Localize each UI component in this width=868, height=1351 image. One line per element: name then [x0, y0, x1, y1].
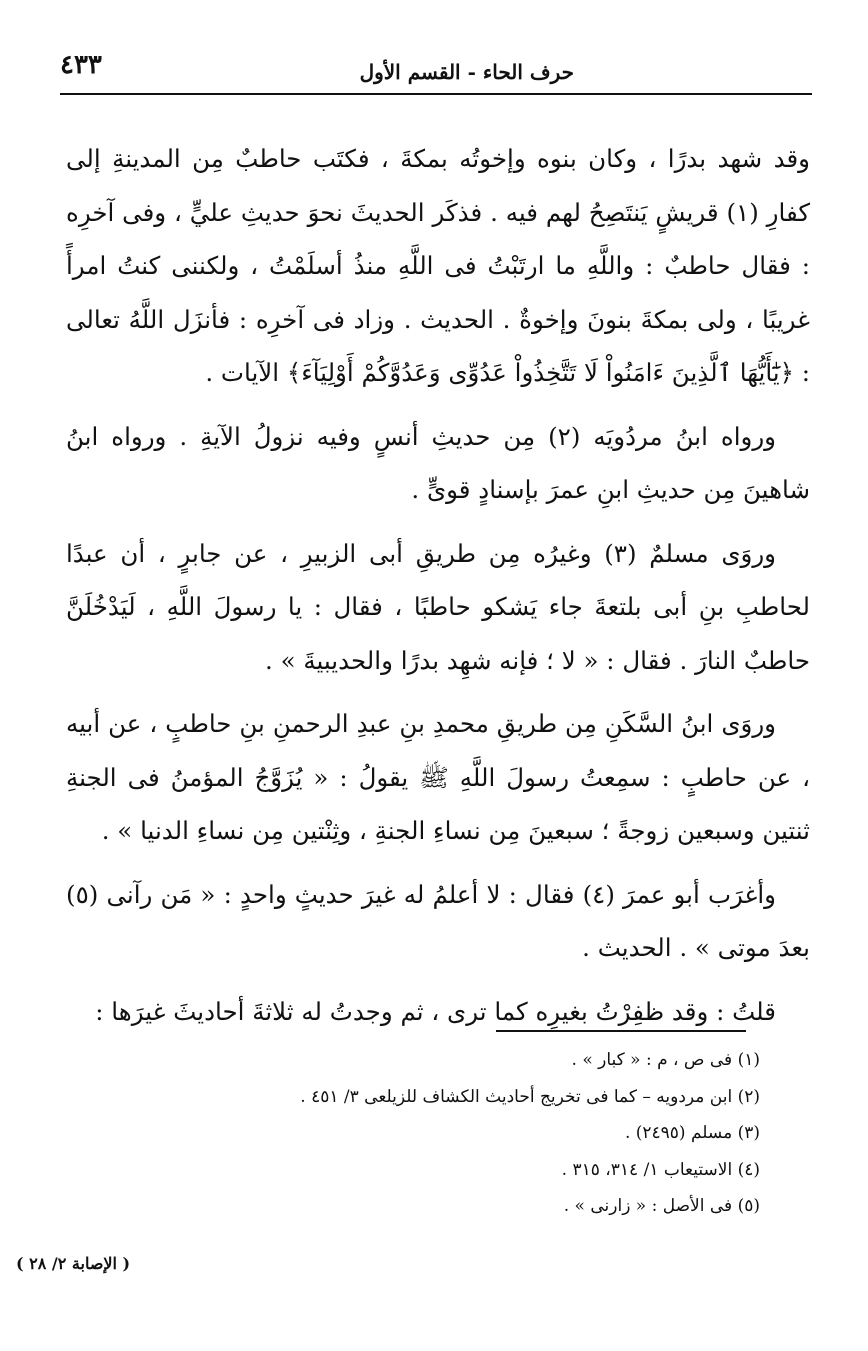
page-header	[60, 48, 810, 88]
running-title: حرف الحاء - القسم الأول	[359, 60, 574, 84]
footnote: (١) فى ص ، م : « كبار » .	[571, 1050, 760, 1070]
paragraph: وروَى ابنُ السَّكَنِ مِن طريقِ محمدِ بنِ عبدِ الرحمنِ بنِ حاطبٍ ، عن أبيه ، عن حاطبٍ : سمِعتُ رسولَ اللَّهِ ﷺ يقولُ : « يُزَوَّجُ المؤمنُ فى الجنةِ ثنتين وسبعين زوجةً ؛ سبعينَ مِن نساءِ الجنةِ ، وثِنْتين مِن نساءِ الدنيا » .	[66, 709, 810, 845]
main-text	[66, 132, 810, 1048]
page-number: ٤٣٣	[60, 50, 102, 80]
header-rule	[60, 93, 812, 95]
source-reference: ( الإصابة ٢/ ٢٨ )	[16, 1254, 131, 1273]
footnote: (٥) فى الأصل : « زارنى » .	[563, 1196, 760, 1216]
footnote: (٣) مسلم (٢٤٩٥) .	[624, 1123, 760, 1143]
footnotes	[60, 1042, 760, 1225]
footnote: (٤) الاستيعاب ١/ ٣١٤، ٣١٥ .	[561, 1159, 760, 1180]
paragraph: وأغرَب أبو عمرَ (٤) فقال : لا أعلمُ له غيرَ حديثٍ واحدٍ : « مَن رآنى (٥) بعدَ موتى » . الحديث .	[66, 879, 810, 962]
footnote: (٢) ابن مردويه – كما فى تخريج أحاديث الكشاف للزيلعى ٣/ ٤٥١ .	[300, 1086, 760, 1107]
paragraph: وروَى مسلمٌ (٣) وغيرُه مِن طريقِ أبى الزبيرِ ، عن جابرٍ ، أن عبدًا لحاطبِ بنِ أبى بلتعةَ جاء يَشكو حاطبًا ، فقال : يا رسولَ اللَّهِ ، لَيَدْخُلَنَّ حاطبٌ النارَ . فقال : « لا ؛ فإنه شهِد بدرًا والحديبيةَ » .	[66, 538, 810, 675]
paragraph: قلتُ : وقد ظفِرْتُ بغيرِه كما ترى ، ثم وجدتُ له ثلاثةَ أحاديثَ غيرَها :	[95, 996, 776, 1026]
paragraph: وقد شهد بدرًا ، وكان بنوه وإخوتُه بمكةَ ، فكتَب حاطبٌ مِن المدينةِ إلى كفارِ (١) قريشٍ يَنتَصِحُ لهم فيه . فذكَر الحديثَ نحوَ حديثِ عليٍّ ، وفى آخرِه : فقال حاطبٌ : واللَّهِ ما ارتَبْتُ فى اللَّهِ منذُ أسلَمْتُ ، ولكننى كنتُ امرأً غريبًا ، ولى بمكةَ بنونَ وإخوةٌ . الحديث . وزاد فى آخرِه : فأنزَل اللَّهُ تعالى : ﴿يَٰٓأَيُّهَا ٱلَّذِينَ ءَامَنُواْ لَا تَتَّخِذُواْ عَدُوِّى وَعَدُوَّكُمْ أَوْلِيَآءَ﴾ الآيات .	[66, 144, 811, 387]
footnote-rule	[496, 1030, 746, 1032]
paragraph: ورواه ابنُ مردُويَه (٢) مِن حديثِ أنسٍ وفيه نزولُ الآيةِ . ورواه ابنُ شاهينَ مِن حديثِ ابنِ عمرَ بإسنادٍ قوىٍّ .	[66, 421, 810, 504]
